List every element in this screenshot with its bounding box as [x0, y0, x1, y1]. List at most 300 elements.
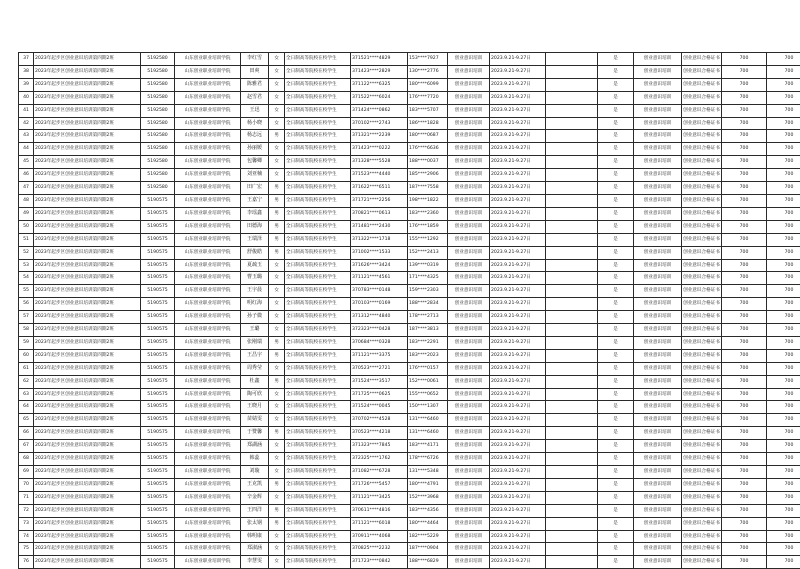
training-type-cell: 创业意识培训	[448, 401, 490, 414]
subsidy-cell: 700	[767, 375, 800, 388]
spacer-cell	[546, 169, 598, 182]
id-number-cell: 371521****4829	[351, 53, 408, 66]
row-number-cell: 41	[19, 104, 34, 117]
table-row	[19, 491, 800, 504]
institution-code-cell: 5192580	[141, 130, 175, 143]
id-number-cell: 372323****0428	[351, 324, 408, 337]
institution-code-cell: 5190575	[141, 556, 175, 569]
subsidy-cell: 700	[767, 182, 800, 195]
cert-type-cell: 创业意识培训	[634, 285, 682, 298]
school-cell: 山东创业职业培训学院	[175, 414, 241, 427]
subsidy-cell: 700	[767, 478, 800, 491]
school-cell: 山东创业职业培训学院	[175, 53, 241, 66]
row-number-cell: 52	[19, 246, 34, 259]
subsidy-cell: 700	[767, 427, 800, 440]
row-number-cell: 71	[19, 491, 34, 504]
phone-cell: 176****6636	[408, 143, 448, 156]
sex-cell: 女	[269, 169, 285, 182]
training-type-cell: 创业意识培训	[448, 220, 490, 233]
student-name-cell: 夏疏玉	[241, 259, 269, 272]
cert-name-cell: 创业意识合格证书	[682, 130, 722, 143]
subsidy-cell: 700	[767, 504, 800, 517]
subsidy-cell: 700	[767, 362, 800, 375]
table-row	[19, 388, 800, 401]
school-cell: 山东创业职业培训学院	[175, 530, 241, 543]
sex-cell: 男	[269, 427, 285, 440]
fee-cell: 700	[722, 130, 767, 143]
phone-cell: 183****4356	[408, 504, 448, 517]
cert-type-cell: 创业意识培训	[634, 194, 682, 207]
id-number-cell: 370702****4528	[351, 414, 408, 427]
passed-cell: 是	[598, 143, 634, 156]
student-name-cell: 杨小晓	[241, 117, 269, 130]
training-dates-cell: 2023.9.21-9.27日	[490, 349, 546, 362]
class-name-cell: 2023年起步区创业意识培训第四期2班	[34, 285, 141, 298]
id-number-cell: 371725****0625	[351, 388, 408, 401]
id-number-cell: 371524****0045	[351, 401, 408, 414]
training-dates-cell: 2023.9.21-9.27日	[490, 388, 546, 401]
spacer-cell	[546, 427, 598, 440]
passed-cell: 是	[598, 427, 634, 440]
spacer-cell	[546, 414, 598, 427]
fee-cell: 700	[722, 311, 767, 324]
cert-name-cell: 创业意识合格证书	[682, 272, 722, 285]
student-name-cell: 孙子微	[241, 311, 269, 324]
training-dates-cell: 2023.9.21-9.27日	[490, 285, 546, 298]
fee-cell: 700	[722, 362, 767, 375]
spacer-cell	[546, 491, 598, 504]
table-row	[19, 543, 800, 556]
school-cell: 山东创业职业培训学院	[175, 504, 241, 517]
institution-code-cell: 5192580	[141, 53, 175, 66]
school-cell: 山东创业职业培训学院	[175, 233, 241, 246]
institution-code-cell: 5192580	[141, 65, 175, 78]
class-name-cell: 2023年起步区创业意识培训第四期2班	[34, 504, 141, 517]
institution-code-cell: 5190575	[141, 233, 175, 246]
student-name-cell: 王晓月	[241, 401, 269, 414]
class-name-cell: 2023年起步区创业意识培训第四期2班	[34, 556, 141, 569]
sex-cell: 女	[269, 65, 285, 78]
cert-type-cell: 创业意识培训	[634, 272, 682, 285]
cert-type-cell: 创业意识培训	[634, 453, 682, 466]
id-number-cell: 371328****5528	[351, 156, 408, 169]
row-number-cell: 45	[19, 156, 34, 169]
student-name-cell: 周秀莹	[241, 362, 269, 375]
school-cell: 山东创业职业培训学院	[175, 285, 241, 298]
institution-code-cell: 5192580	[141, 117, 175, 130]
row-number-cell: 76	[19, 556, 34, 569]
school-cell: 山东创业职业培训学院	[175, 143, 241, 156]
table-row	[19, 311, 800, 324]
school-cell: 山东创业职业培训学院	[175, 427, 241, 440]
cert-type-cell: 创业意识培训	[634, 530, 682, 543]
sex-cell: 男	[269, 182, 285, 195]
training-dates-cell: 2023.9.21-9.27日	[490, 401, 546, 414]
fee-cell: 700	[722, 169, 767, 182]
passed-cell: 是	[598, 336, 634, 349]
school-cell: 山东创业职业培训学院	[175, 156, 241, 169]
phone-cell: 178****6726	[408, 453, 448, 466]
class-name-cell: 2023年起步区创业意识培训第四期2班	[34, 298, 141, 311]
school-cell: 山东创业职业培训学院	[175, 78, 241, 91]
training-type-cell: 创业意识培训	[448, 65, 490, 78]
sex-cell: 女	[269, 298, 285, 311]
sex-cell: 男	[269, 478, 285, 491]
school-cell: 山东创业职业培训学院	[175, 220, 241, 233]
phone-cell: 155****0652	[408, 388, 448, 401]
institution-code-cell: 5190575	[141, 517, 175, 530]
training-type-cell: 创业意识培训	[448, 117, 490, 130]
school-cell: 山东创业职业培训学院	[175, 272, 241, 285]
student-type-cell: 全日制高等院校在校学生	[285, 543, 351, 556]
subsidy-cell: 700	[767, 401, 800, 414]
student-name-cell: 李红雪	[241, 53, 269, 66]
training-dates-cell: 2023.9.21-9.27日	[490, 194, 546, 207]
spacer-cell	[546, 233, 598, 246]
row-number-cell: 73	[19, 517, 34, 530]
table-row	[19, 233, 800, 246]
spacer-cell	[546, 324, 598, 337]
fee-cell: 700	[722, 466, 767, 479]
passed-cell: 是	[598, 220, 634, 233]
subsidy-cell: 700	[767, 78, 800, 91]
student-type-cell: 全日制高等院校在校学生	[285, 478, 351, 491]
training-type-cell: 创业意识培训	[448, 78, 490, 91]
phone-cell: 185****2906	[408, 169, 448, 182]
phone-cell: 183****5707	[408, 104, 448, 117]
class-name-cell: 2023年起步区创业意识培训第四期2班	[34, 414, 141, 427]
training-type-cell: 创业意识培训	[448, 91, 490, 104]
student-type-cell: 全日制高等院校在校学生	[285, 401, 351, 414]
id-number-cell: 371002****1533	[351, 246, 408, 259]
passed-cell: 是	[598, 388, 634, 401]
row-number-cell: 40	[19, 91, 34, 104]
row-number-cell: 75	[19, 543, 34, 556]
phone-cell: 131****5348	[408, 466, 448, 479]
passed-cell: 是	[598, 375, 634, 388]
training-dates-cell: 2023.9.21-9.27日	[490, 78, 546, 91]
training-type-cell: 创业意识培训	[448, 259, 490, 272]
roster-sheet	[18, 52, 782, 569]
row-number-cell: 59	[19, 336, 34, 349]
sex-cell: 女	[269, 311, 285, 324]
cert-type-cell: 创业意识培训	[634, 104, 682, 117]
fee-cell: 700	[722, 233, 767, 246]
passed-cell: 是	[598, 504, 634, 517]
school-cell: 山东创业职业培训学院	[175, 336, 241, 349]
school-cell: 山东创业职业培训学院	[175, 388, 241, 401]
subsidy-cell: 700	[767, 324, 800, 337]
cert-name-cell: 创业意识合格证书	[682, 324, 722, 337]
institution-code-cell: 5190575	[141, 207, 175, 220]
school-cell: 山东创业职业培训学院	[175, 440, 241, 453]
table-row	[19, 246, 800, 259]
cert-type-cell: 创业意识培训	[634, 259, 682, 272]
training-type-cell: 创业意识培训	[448, 530, 490, 543]
school-cell: 山东创业职业培训学院	[175, 478, 241, 491]
row-number-cell: 43	[19, 130, 34, 143]
spacer-cell	[546, 336, 598, 349]
cert-type-cell: 创业意识培训	[634, 336, 682, 349]
school-cell: 山东创业职业培训学院	[175, 349, 241, 362]
fee-cell: 700	[722, 349, 767, 362]
student-name-cell: 张刚瑞	[241, 336, 269, 349]
institution-code-cell: 5190575	[141, 336, 175, 349]
cert-type-cell: 创业意识培训	[634, 324, 682, 337]
institution-code-cell: 5190575	[141, 491, 175, 504]
table-row	[19, 182, 800, 195]
cert-type-cell: 创业意识培训	[634, 246, 682, 259]
phone-cell: 155****1292	[408, 233, 448, 246]
fee-cell: 700	[722, 298, 767, 311]
roster-table	[18, 52, 800, 569]
class-name-cell: 2023年起步区创业意识培训第四期2班	[34, 349, 141, 362]
student-type-cell: 全日制高等院校在校学生	[285, 466, 351, 479]
table-row	[19, 259, 800, 272]
student-name-cell: 赵雪君	[241, 91, 269, 104]
subsidy-cell: 700	[767, 233, 800, 246]
spacer-cell	[546, 91, 598, 104]
student-type-cell: 全日制高等院校在校学生	[285, 324, 351, 337]
school-cell: 山东创业职业培训学院	[175, 117, 241, 130]
passed-cell: 是	[598, 169, 634, 182]
subsidy-cell: 700	[767, 156, 800, 169]
school-cell: 山东创业职业培训学院	[175, 311, 241, 324]
cert-name-cell: 创业意识合格证书	[682, 543, 722, 556]
spacer-cell	[546, 362, 598, 375]
passed-cell: 是	[598, 517, 634, 530]
fee-cell: 700	[722, 478, 767, 491]
student-name-cell: 陈雅君	[241, 78, 269, 91]
spacer-cell	[546, 130, 598, 143]
training-dates-cell: 2023.9.21-9.27日	[490, 246, 546, 259]
sex-cell: 男	[269, 130, 285, 143]
table-row	[19, 324, 800, 337]
id-number-cell: 370821****0613	[351, 207, 408, 220]
fee-cell: 700	[722, 543, 767, 556]
training-dates-cell: 2023.9.21-9.27日	[490, 336, 546, 349]
passed-cell: 是	[598, 298, 634, 311]
table-row	[19, 156, 800, 169]
phone-cell: 180****4791	[408, 478, 448, 491]
cert-type-cell: 创业意识培训	[634, 78, 682, 91]
cert-type-cell: 创业意识培训	[634, 117, 682, 130]
row-number-cell: 70	[19, 478, 34, 491]
student-type-cell: 全日制高等院校在校学生	[285, 220, 351, 233]
class-name-cell: 2023年起步区创业意识培训第四期2班	[34, 53, 141, 66]
institution-code-cell: 5190575	[141, 362, 175, 375]
phone-cell: 131****6460	[408, 427, 448, 440]
row-number-cell: 65	[19, 414, 34, 427]
institution-code-cell: 5190575	[141, 311, 175, 324]
fee-cell: 700	[722, 388, 767, 401]
training-type-cell: 创业意识培训	[448, 207, 490, 220]
training-dates-cell: 2023.9.21-9.27日	[490, 182, 546, 195]
class-name-cell: 2023年起步区创业意识培训第四期2班	[34, 156, 141, 169]
student-type-cell: 全日制高等院校在校学生	[285, 388, 351, 401]
sex-cell: 女	[269, 53, 285, 66]
cert-name-cell: 创业意识合格证书	[682, 491, 722, 504]
training-type-cell: 创业意识培训	[448, 130, 490, 143]
spacer-cell	[546, 375, 598, 388]
phone-cell: 176****0157	[408, 362, 448, 375]
training-dates-cell: 2023.9.21-9.27日	[490, 324, 546, 337]
training-dates-cell: 2023.9.21-9.27日	[490, 530, 546, 543]
student-name-cell: 李瑶鑫	[241, 207, 269, 220]
training-type-cell: 创业意识培训	[448, 311, 490, 324]
student-type-cell: 全日制高等院校在校学生	[285, 298, 351, 311]
sex-cell: 女	[269, 117, 285, 130]
student-name-cell: 曹玉璐	[241, 272, 269, 285]
student-type-cell: 全日制高等院校在校学生	[285, 349, 351, 362]
passed-cell: 是	[598, 311, 634, 324]
cert-name-cell: 创业意识合格证书	[682, 362, 722, 375]
sex-cell: 男	[269, 504, 285, 517]
cert-type-cell: 创业意识培训	[634, 143, 682, 156]
sex-cell: 女	[269, 414, 285, 427]
spacer-cell	[546, 104, 598, 117]
phone-cell: 186****1828	[408, 117, 448, 130]
student-name-cell: 田爽	[241, 65, 269, 78]
student-type-cell: 全日制高等院校在校学生	[285, 91, 351, 104]
row-number-cell: 47	[19, 182, 34, 195]
class-name-cell: 2023年起步区创业意识培训第四期2班	[34, 440, 141, 453]
id-number-cell: 371321****2239	[351, 130, 408, 143]
training-type-cell: 创业意识培训	[448, 169, 490, 182]
sex-cell: 男	[269, 336, 285, 349]
fee-cell: 700	[722, 104, 767, 117]
training-type-cell: 创业意识培训	[448, 543, 490, 556]
subsidy-cell: 700	[767, 272, 800, 285]
spacer-cell	[546, 194, 598, 207]
training-dates-cell: 2023.9.21-9.27日	[490, 207, 546, 220]
class-name-cell: 2023年起步区创业意识培训第四期2班	[34, 336, 141, 349]
class-name-cell: 2023年起步区创业意识培训第四期2班	[34, 104, 141, 117]
school-cell: 山东创业职业培训学院	[175, 556, 241, 569]
sex-cell: 女	[269, 362, 285, 375]
table-row	[19, 466, 800, 479]
institution-code-cell: 5190575	[141, 530, 175, 543]
cert-type-cell: 创业意识培训	[634, 401, 682, 414]
phone-cell: 176****1859	[408, 220, 448, 233]
row-number-cell: 61	[19, 362, 34, 375]
table-row	[19, 220, 800, 233]
training-dates-cell: 2023.9.21-9.27日	[490, 156, 546, 169]
table-row	[19, 78, 800, 91]
class-name-cell: 2023年起步区创业意识培训第四期2班	[34, 130, 141, 143]
table-row	[19, 517, 800, 530]
sex-cell: 男	[269, 517, 285, 530]
cert-type-cell: 创业意识培训	[634, 233, 682, 246]
training-dates-cell: 2023.9.21-9.27日	[490, 453, 546, 466]
subsidy-cell: 700	[767, 65, 800, 78]
spacer-cell	[546, 517, 598, 530]
row-number-cell: 62	[19, 375, 34, 388]
student-type-cell: 全日制高等院校在校学生	[285, 517, 351, 530]
spacer-cell	[546, 401, 598, 414]
student-type-cell: 全日制高等院校在校学生	[285, 285, 351, 298]
school-cell: 山东创业职业培训学院	[175, 491, 241, 504]
row-number-cell: 56	[19, 298, 34, 311]
class-name-cell: 2023年起步区创业意识培训第四期2班	[34, 143, 141, 156]
training-type-cell: 创业意识培训	[448, 556, 490, 569]
row-number-cell: 42	[19, 117, 34, 130]
passed-cell: 是	[598, 414, 634, 427]
institution-code-cell: 5190575	[141, 324, 175, 337]
phone-cell: 178****2713	[408, 311, 448, 324]
subsidy-cell: 700	[767, 517, 800, 530]
passed-cell: 是	[598, 194, 634, 207]
phone-cell: 187****7558	[408, 182, 448, 195]
student-name-cell: 郑淑涵	[241, 543, 269, 556]
fee-cell: 700	[722, 427, 767, 440]
training-dates-cell: 2023.9.21-9.27日	[490, 143, 546, 156]
cert-name-cell: 创业意识合格证书	[682, 388, 722, 401]
cert-type-cell: 创业意识培训	[634, 440, 682, 453]
sex-cell: 女	[269, 78, 285, 91]
row-number-cell: 39	[19, 78, 34, 91]
training-dates-cell: 2023.9.21-9.27日	[490, 117, 546, 130]
phone-cell: 159****2303	[408, 285, 448, 298]
class-name-cell: 2023年起步区创业意识培训第四期2班	[34, 194, 141, 207]
sex-cell: 女	[269, 143, 285, 156]
fee-cell: 700	[722, 285, 767, 298]
id-number-cell: 371481****2430	[351, 220, 408, 233]
sex-cell: 男	[269, 349, 285, 362]
institution-code-cell: 5192580	[141, 169, 175, 182]
student-name-cell: 陶可欣	[241, 388, 269, 401]
id-number-cell: 370523****4218	[351, 427, 408, 440]
cert-type-cell: 创业意识培训	[634, 388, 682, 401]
spacer-cell	[546, 466, 598, 479]
cert-name-cell: 创业意识合格证书	[682, 530, 722, 543]
student-name-cell: 郑湖涵	[241, 440, 269, 453]
student-type-cell: 全日制高等院校在校学生	[285, 182, 351, 195]
table-row	[19, 272, 800, 285]
training-dates-cell: 2023.9.21-9.27日	[490, 543, 546, 556]
training-dates-cell: 2023.9.21-9.27日	[490, 65, 546, 78]
id-number-cell: 372325****1762	[351, 453, 408, 466]
student-name-cell: 韩蕊	[241, 453, 269, 466]
training-dates-cell: 2023.9.21-9.27日	[490, 362, 546, 375]
spacer-cell	[546, 156, 598, 169]
training-type-cell: 创业意识培训	[448, 53, 490, 66]
subsidy-cell: 700	[767, 556, 800, 569]
cert-type-cell: 创业意识培训	[634, 543, 682, 556]
student-type-cell: 全日制高等院校在校学生	[285, 311, 351, 324]
subsidy-cell: 700	[767, 349, 800, 362]
training-type-cell: 创业意识培训	[448, 324, 490, 337]
cert-name-cell: 创业意识合格证书	[682, 375, 722, 388]
training-type-cell: 创业意识培训	[448, 336, 490, 349]
cert-name-cell: 创业意识合格证书	[682, 556, 722, 569]
institution-code-cell: 5192580	[141, 143, 175, 156]
training-type-cell: 创业意识培训	[448, 466, 490, 479]
training-type-cell: 创业意识培训	[448, 427, 490, 440]
cert-type-cell: 创业意识培训	[634, 517, 682, 530]
cert-name-cell: 创业意识合格证书	[682, 298, 722, 311]
student-name-cell: 明红海	[241, 298, 269, 311]
subsidy-cell: 700	[767, 298, 800, 311]
spacer-cell	[546, 207, 598, 220]
fee-cell: 700	[722, 440, 767, 453]
row-number-cell: 48	[19, 194, 34, 207]
institution-code-cell: 5190575	[141, 246, 175, 259]
class-name-cell: 2023年起步区创业意识培训第四期2班	[34, 453, 141, 466]
training-type-cell: 创业意识培训	[448, 298, 490, 311]
id-number-cell: 370783****0148	[351, 285, 408, 298]
fee-cell: 700	[722, 336, 767, 349]
